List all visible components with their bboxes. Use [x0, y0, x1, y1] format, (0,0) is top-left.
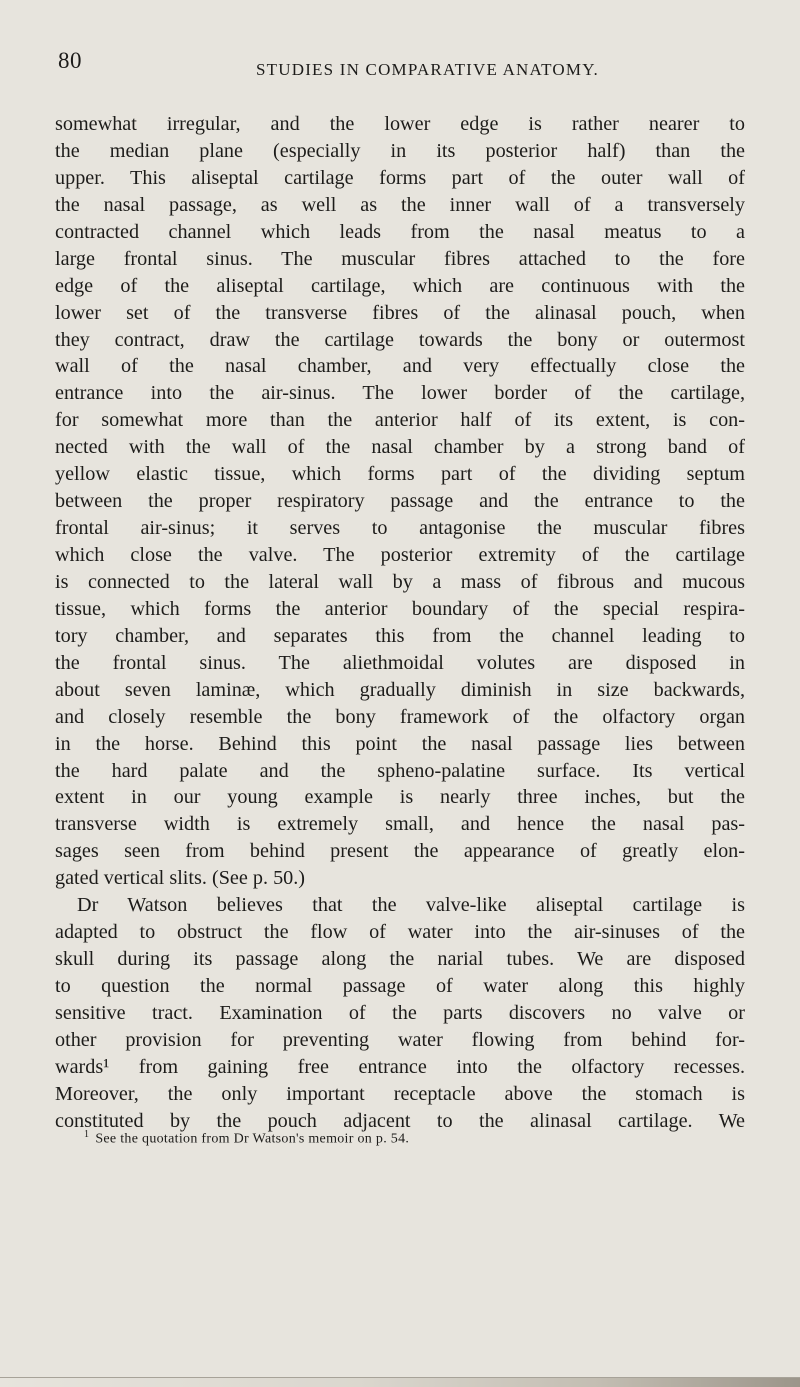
text-line: sensitive tract. Examination of the parts discovers no valve or	[55, 1001, 745, 1024]
text-line: wall of the nasal chamber, and very effectually close the	[55, 355, 745, 378]
text-line: upper. This aliseptal cartilage forms part of the outer wall of	[55, 166, 745, 189]
text-line: Dr Watson believes that the valve-like aliseptal cartilage is	[77, 894, 745, 917]
text-line: and closely resemble the bony framework of the olfactory organ	[55, 705, 745, 728]
text-line: constituted by the pouch adjacent to the alinasal cartilage. We	[55, 1109, 745, 1132]
text-line: wards¹ from gaining free entrance into the olfactory recesses.	[55, 1055, 745, 1078]
text-line: other provision for preventing water flowing from behind for-	[55, 1028, 745, 1051]
text-line: in the horse. Behind this point the nasal passage lies between	[55, 732, 745, 755]
text-line: large frontal sinus. The muscular fibres attached to the fore	[55, 247, 745, 270]
text-line: contracted channel which leads from the nasal meatus to a	[55, 220, 745, 243]
text-line: somewhat irregular, and the lower edge is rather nearer to	[55, 113, 745, 135]
text-line: extent in our young example is nearly three inches, but the	[55, 786, 745, 809]
text-line: the median plane (especially in its posterior half) than the	[55, 139, 745, 162]
text-line: lower set of the transverse fibres of the alinasal pouch, when	[55, 301, 745, 324]
text-line: adapted to obstruct the flow of water into the air-sinuses of the	[55, 921, 745, 944]
text-line: nected with the wall of the nasal chamber by a strong band of	[55, 436, 745, 459]
text-line: they contract, draw the cartilage towards the bony or outermost	[55, 328, 745, 351]
page-bottom-edge	[0, 1377, 800, 1387]
text-line: yellow elastic tissue, which forms part of the dividing septum	[55, 463, 745, 486]
text-line: Moreover, the only important receptacle above the stomach is	[55, 1082, 745, 1105]
text-line: tory chamber, and separates this from the channel leading to	[55, 624, 745, 647]
text-line: which close the valve. The posterior extremity of the cartilage	[55, 544, 745, 566]
page-number: 80	[58, 48, 82, 73]
text-line: transverse width is extremely small, and hence the nasal pas-	[55, 813, 745, 836]
text-line: frontal air-sinus; it serves to antagonise the muscular fibres	[55, 517, 745, 540]
text-line: sages seen from behind present the appearance of greatly elon-	[55, 840, 745, 863]
footnote-marker: 1	[84, 1129, 90, 1140]
footnote-text: See the quotation from Dr Watson's memoir on p. 54.	[95, 1131, 410, 1147]
text-line: about seven laminæ, which gradually diminish in size backwards,	[55, 678, 745, 701]
text-line: the hard palate and the spheno-palatine surface. Its vertical	[55, 759, 745, 782]
text-line: to question the normal passage of water along this highly	[55, 975, 745, 997]
text-line: the nasal passage, as well as the inner wall of a transversely	[55, 193, 745, 216]
text-line: between the proper respiratory passage and the entrance to the	[55, 490, 745, 513]
text-line: tissue, which forms the anterior boundary of the special respira-	[55, 597, 745, 620]
text-line: entrance into the air-sinus. The lower border of the cartilage,	[55, 382, 745, 405]
text-line: for somewhat more than the anterior half of its extent, is con-	[55, 409, 745, 432]
running-title: STUDIES IN COMPARATIVE ANATOMY.	[256, 60, 599, 79]
text-line: the frontal sinus. The aliethmoidal volutes are disposed in	[55, 651, 745, 674]
page-header	[58, 48, 718, 84]
text-line: gated vertical slits. (See p. 50.)	[55, 867, 306, 890]
footnote	[84, 1129, 409, 1148]
text-line: edge of the aliseptal cartilage, which are continuous with the	[55, 274, 745, 297]
text-line: skull during its passage along the narial tubes. We are disposed	[55, 948, 745, 971]
text-line: is connected to the lateral wall by a mass of fibrous and mucous	[55, 570, 745, 593]
body-text	[55, 111, 745, 1135]
